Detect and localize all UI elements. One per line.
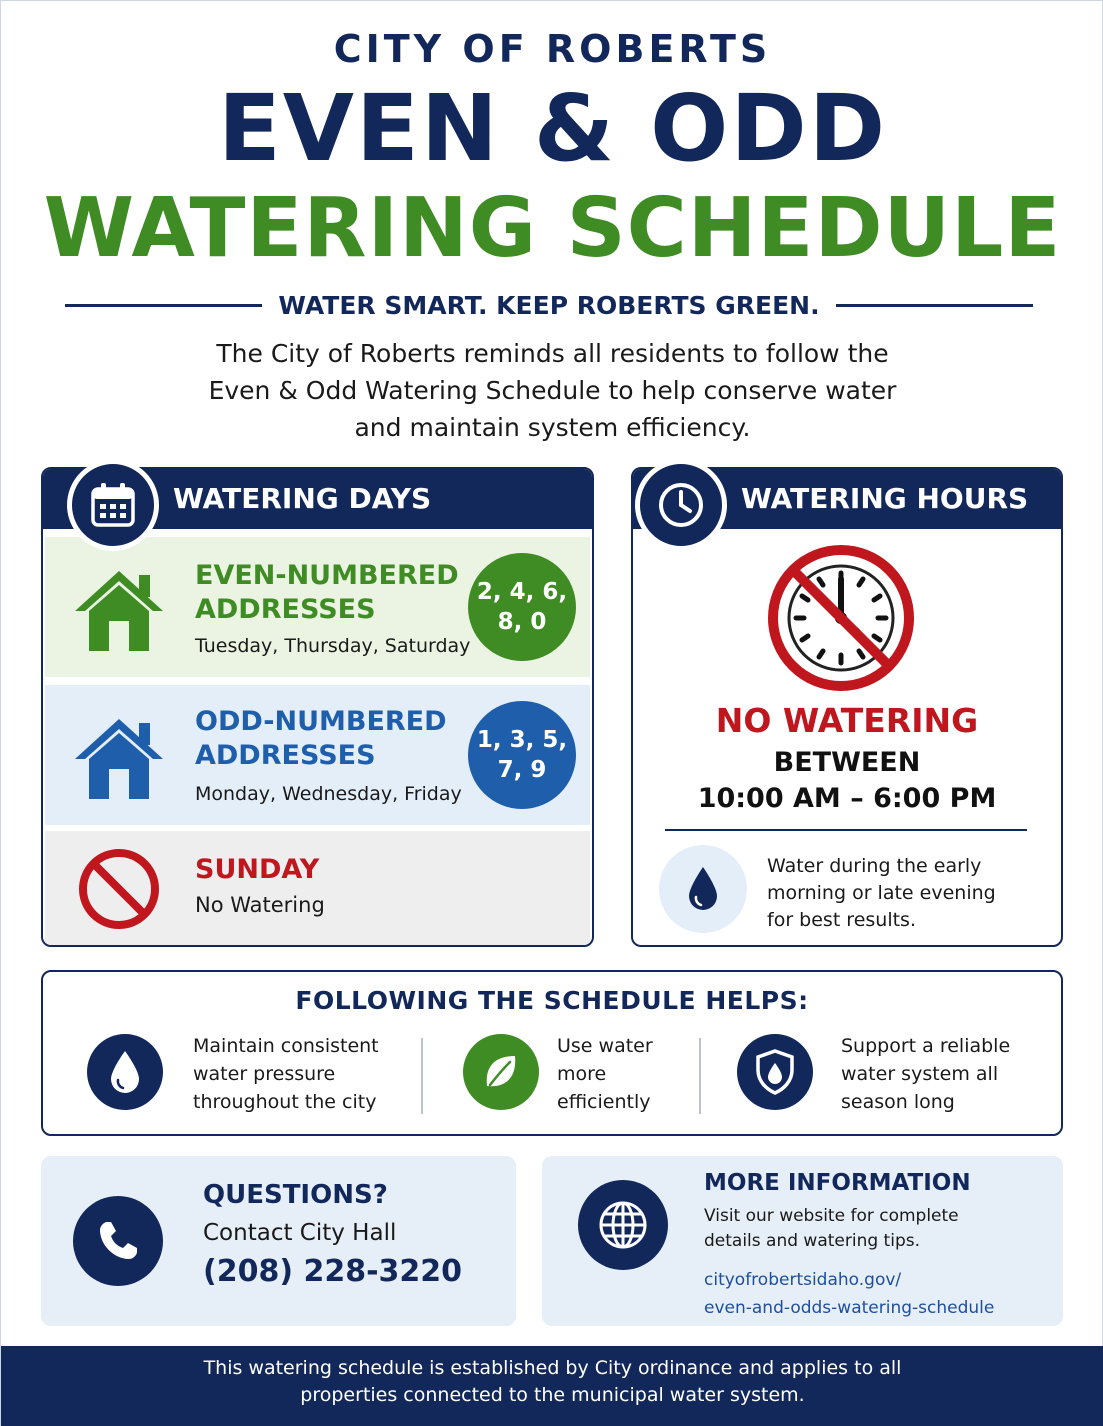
benefit-2-line-3: efficiently [557,1091,651,1113]
benefit-3-line-1: Support a reliable [841,1035,1011,1057]
intro-line-1: The City of Roberts reminds all residents to follow the [216,339,889,368]
restricted-hours: 10:00 AM – 6:00 PM [697,783,997,814]
benefit-3-line-3: season long [841,1091,955,1113]
shield-icon [737,1034,813,1110]
no-clock-icon [761,543,921,697]
water-drop-icon [659,845,747,933]
tagline-rule-left [65,304,262,307]
phone-number[interactable]: (208) 228-3220 [203,1254,463,1289]
questions-box [41,1156,516,1326]
more-info-title: MORE INFORMATION [704,1170,971,1196]
footer-line-2: properties connected to the municipal water system. [300,1384,805,1406]
even-title-line-1: EVEN-NUMBERED [195,560,459,591]
odd-numbers-line-2: 7, 9 [497,757,547,783]
title-line-2: WATERING SCHEDULE [43,181,1062,276]
tip-line-2: morning or late evening [767,882,996,904]
more-info-box [542,1156,1063,1326]
even-addresses-row [45,537,590,677]
house-icon [71,715,167,805]
phone-icon [73,1196,163,1286]
benefits-title: FOLLOWING THE SCHEDULE HELPS: [295,986,809,1015]
odd-days: Monday, Wednesday, Friday [195,783,462,805]
tagline-rule-right [836,304,1033,307]
odd-title-line-2: ADDRESSES [195,740,376,771]
odd-numbers-line-1: 1, 3, 5, [476,727,568,753]
benefits-panel [41,970,1063,1136]
city-name: CITY OF ROBERTS [333,27,772,71]
watering-days-title: WATERING DAYS [173,482,432,515]
even-numbers-line-2: 8, 0 [497,609,547,635]
benefit-2-line-2: more [557,1063,607,1085]
leaf-icon [463,1034,539,1110]
website-link[interactable] [704,1266,994,1322]
benefit-3-line-2: water system all [841,1063,999,1085]
hours-divider [665,829,1027,831]
tip-line-1: Water during the early [767,855,982,877]
tagline-row [65,285,1033,325]
no-watering-label: NO WATERING [715,701,979,740]
benefit-text-2 [557,1032,653,1116]
more-info-text-line-1: Visit our website for complete [704,1206,959,1226]
sunday-note: No Watering [195,893,325,917]
intro-line-2: Even & Odd Watering Schedule to help conserve water [208,376,897,405]
footer [1,1346,1103,1426]
prohibited-icon [75,845,163,937]
questions-text: Contact City Hall [203,1220,397,1246]
odd-addresses-row [45,685,590,825]
more-info-text-line-2: details and watering tips. [704,1231,920,1251]
calendar-icon [67,459,159,551]
benefit-text-1 [193,1032,379,1116]
more-info-text [704,1204,959,1254]
website-link-line-1[interactable]: cityofrobertsidaho.gov/ [704,1270,902,1290]
even-days: Tuesday, Thursday, Saturday [195,635,471,657]
intro-line-3: and maintain system efficiency. [354,413,751,442]
sunday-title: SUNDAY [195,854,320,885]
between-label: BETWEEN [773,747,921,778]
clock-icon [635,459,727,551]
benefit-1-line-2: water pressure [193,1063,336,1085]
odd-numbers-badge [468,701,576,809]
benefit-1-line-1: Maintain consistent [193,1035,379,1057]
house-icon [71,567,167,657]
website-link-line-2[interactable]: even-and-odds-watering-schedule [704,1298,995,1318]
sunday-row [45,831,590,945]
even-numbers-badge [468,553,576,661]
intro-paragraph [121,335,984,446]
benefit-divider-1 [421,1038,423,1114]
footer-line-1: This watering schedule is established by City ordinance and applies to all [203,1357,902,1379]
even-title-line-2: ADDRESSES [195,594,376,625]
questions-title: QUESTIONS? [203,1180,388,1210]
globe-icon [578,1180,668,1270]
benefit-text-3 [841,1032,1010,1116]
benefit-divider-2 [699,1038,701,1114]
benefit-2-line-1: Use water [557,1035,653,1057]
water-drop-icon [87,1034,163,1110]
odd-title-line-1: ODD-NUMBERED [195,706,447,737]
watering-hours-title: WATERING HOURS [741,482,1029,515]
tip-line-3: for best results. [767,909,916,931]
title-line-1: EVEN & ODD [217,75,888,182]
benefit-1-line-3: throughout the city [193,1091,377,1113]
tagline: WATER SMART. KEEP ROBERTS GREEN. [278,290,820,320]
even-numbers-line-1: 2, 4, 6, [476,579,568,605]
watering-tip [767,853,1027,934]
